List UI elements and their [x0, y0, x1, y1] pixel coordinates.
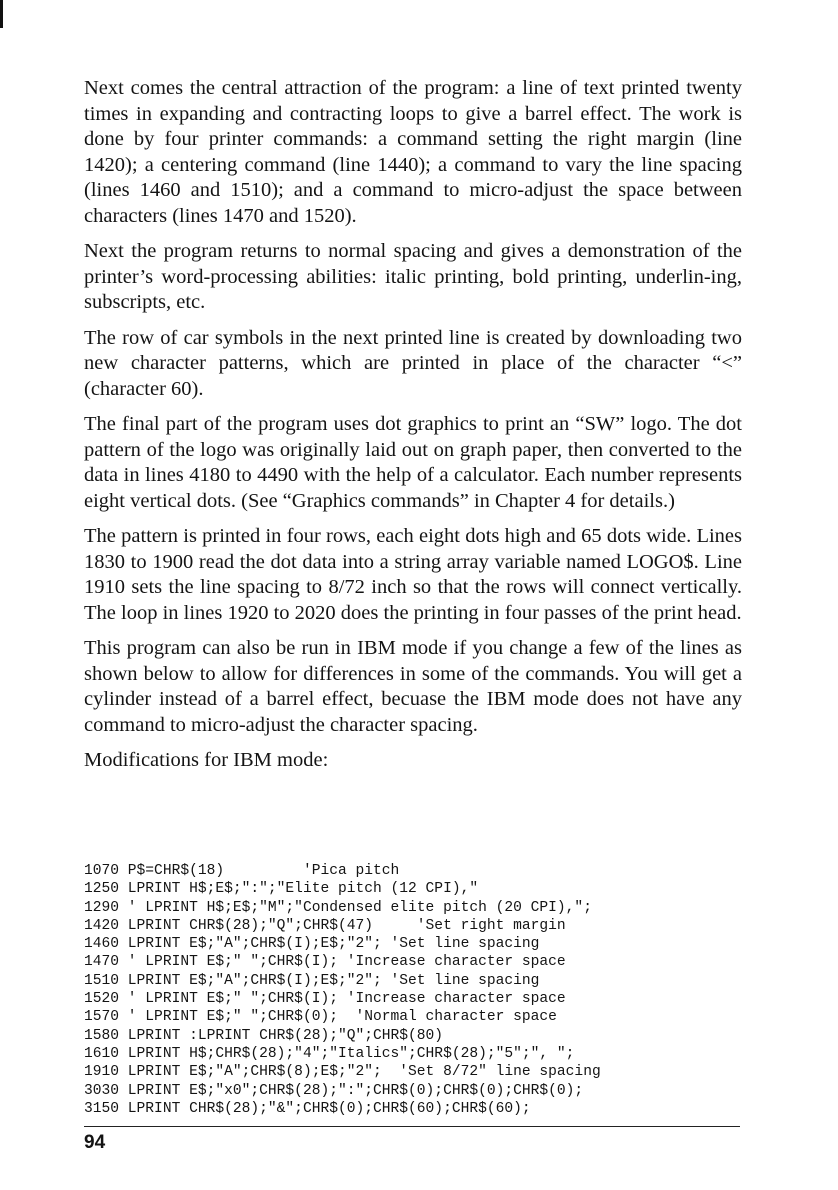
- code-line: 1420 LPRINT CHR$(28);"Q";CHR$(47) 'Set right margin: [84, 917, 566, 934]
- paragraph-pattern-rows: The pattern is printed in four rows, each eight dots high and 65 dots wide. Lines 1830 to 1900 read the dot data into a string array variable named LOGO$. Line 1910 sets the line spacing to 8/72 inch so that the rows will connect vertically. The loop in lines 1920 to 2020 does the printing in four passes of the print head.: [84, 525, 742, 624]
- body-text: [84, 76, 742, 774]
- scan-edge-mark: [0, 0, 3, 28]
- code-line: 1520 ' LPRINT E$;" ";CHR$(I); 'Increase character space: [84, 991, 566, 1008]
- code-line: 1570 ' LPRINT E$;" ";CHR$(0); 'Normal character space: [84, 1009, 557, 1026]
- code-line: 1460 LPRINT E$;"A";CHR$(I);E$;"2"; 'Set line spacing: [84, 936, 540, 953]
- code-line: 1250 LPRINT H$;E$;":";"Elite pitch (12 CPI),": [84, 881, 479, 898]
- code-line: 3030 LPRINT E$;"x0";CHR$(28);":";CHR$(0);CHR$(0);CHR$(0);: [84, 1082, 584, 1099]
- code-line: 3150 LPRINT CHR$(28);"&";CHR$(0);CHR$(60);CHR$(60);: [84, 1100, 531, 1117]
- paragraph-barrel-effect: Next comes the central attraction of the program: a line of text printed twenty times in expanding and contracting loops to give a barrel effect. The work is done by four printer commands: a command setting the right margin (line 1420); a centering command (line 1440); a command to vary the line spacing (lines 1460 and 1510); and a command to micro-adjust the space between characters (lines 1470 and 1520).: [84, 77, 742, 227]
- paragraph-sw-logo: The final part of the program uses dot graphics to print an “SW” logo. The dot pattern of the logo was originally laid out on graph paper, then converted to the data in lines 4180 to 4490 with the help of a calculator. Each number represents eight vertical dots. (See “Graphics commands” in Chapter 4 for details.): [84, 413, 742, 512]
- paragraph-word-processing: Next the program returns to normal spacing and gives a demonstration of the printer’s word-processing abilities: italic printing, bold printing, underlin-ing, subscripts, etc.: [84, 240, 742, 313]
- page-number: 94: [84, 1132, 106, 1153]
- code-line: 1290 ' LPRINT H$;E$;"M";"Condensed elite pitch (20 CPI),";: [84, 899, 592, 916]
- code-listing: [84, 862, 754, 1118]
- modifications-heading: Modifications for IBM mode:: [84, 749, 329, 771]
- code-line: 1470 ' LPRINT E$;" ";CHR$(I); 'Increase character space: [84, 954, 566, 971]
- code-line: 1910 LPRINT E$;"A";CHR$(8);E$;"2"; 'Set 8/72" line spacing: [84, 1064, 601, 1081]
- footer-divider: [84, 1126, 740, 1127]
- code-line: 1610 LPRINT H$;CHR$(28);"4";"Italics";CHR$(28);"5";", ";: [84, 1045, 575, 1062]
- paragraph-ibm-mode: This program can also be run in IBM mode if you change a few of the lines as shown below to allow for differences in some of the commands. You will get a cylinder instead of a barrel effect, becuase the IBM mode does not have any command to micro-adjust the character spacing.: [84, 637, 742, 736]
- code-line: 1510 LPRINT E$;"A";CHR$(I);E$;"2"; 'Set line spacing: [84, 972, 540, 989]
- paragraph-car-symbols: The row of car symbols in the next printed line is created by downloading two new character patterns, which are printed in place of the character “<” (character 60).: [84, 326, 742, 400]
- code-line: 1070 P$=CHR$(18) 'Pica pitch: [84, 863, 400, 879]
- code-line: 1580 LPRINT :LPRINT CHR$(28);"Q";CHR$(80): [84, 1027, 444, 1044]
